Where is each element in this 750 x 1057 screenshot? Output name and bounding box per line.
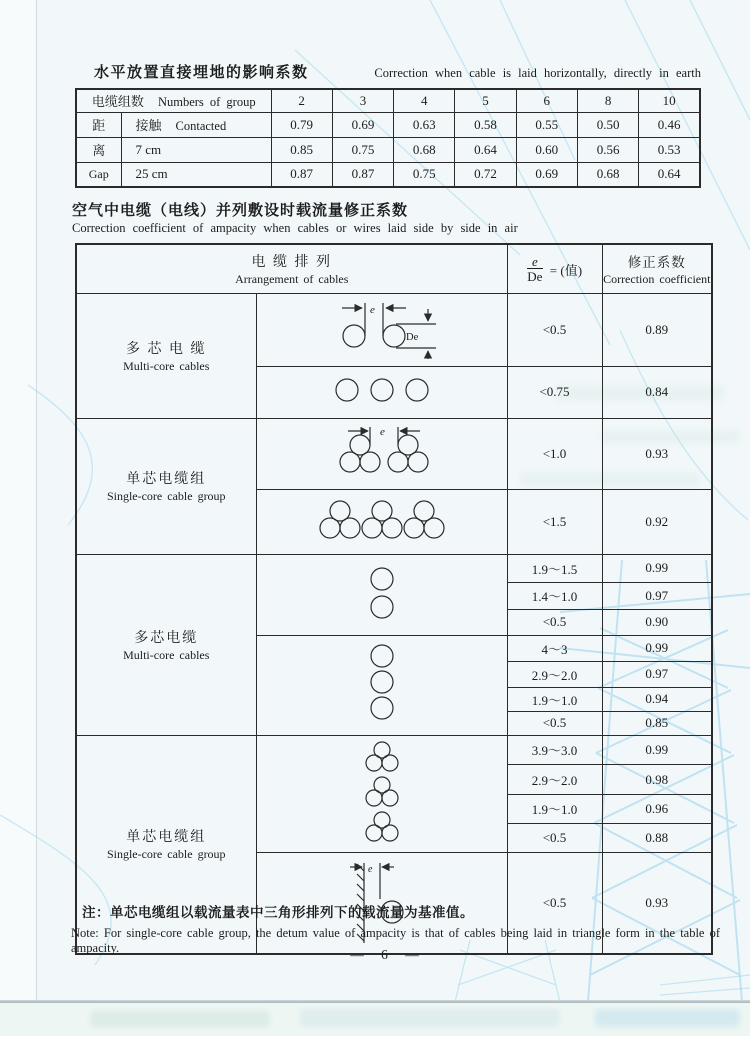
table-row — [76, 112, 700, 137]
t2-header-ratio — [507, 244, 602, 293]
t2-ratio-value: <0.5 — [507, 711, 602, 735]
bleed-through — [90, 1011, 270, 1027]
t2-ratio-value: 2.9～2.0 — [507, 765, 602, 795]
t2-coefficient-value: 0.99 — [602, 635, 712, 661]
diameter-de-label: De — [405, 331, 418, 343]
table1-title — [75, 61, 701, 82]
t2-ratio-value: 2.9～2.0 — [507, 661, 602, 687]
t2-coefficient-value: 0.93 — [602, 852, 712, 954]
t2-coefficient-value: 0.99 — [602, 735, 712, 765]
t1-value: 0.79 — [271, 112, 332, 137]
t2-ratio-value: 4～3 — [507, 635, 602, 661]
t1-col-header: 6 — [516, 89, 577, 112]
footnote-zh: 注：单芯电缆组以载流量表中三角形排列下的载流量为基准值。 — [82, 905, 474, 920]
t2-ratio-value: <0.75 — [507, 366, 602, 418]
spacing-e-label: e — [369, 303, 375, 316]
t2-coefficient-value: 0.89 — [602, 293, 712, 366]
group-label-en: Multi-core cables — [123, 358, 210, 373]
ratio-equals-value: = (值) — [549, 262, 583, 278]
t2-diagram-cell — [256, 366, 507, 418]
t1-header-label — [76, 89, 271, 112]
t2-ratio-value: 1.9～1.5 — [507, 554, 602, 582]
t1-value: 0.64 — [455, 137, 516, 162]
fraction-numerator: e — [527, 255, 543, 270]
t1-row-label-en: Contacted — [175, 119, 227, 133]
t2-ratio-value: <0.5 — [507, 852, 602, 954]
table-row — [76, 244, 712, 293]
t1-col-header: 10 — [639, 89, 700, 112]
t2-header-arrangement-en: Arrangement of cables — [235, 271, 349, 286]
t2-coefficient-value: 0.92 — [602, 489, 712, 554]
t1-value: 0.68 — [577, 162, 638, 187]
t1-header-label-en: Numbers of group — [157, 95, 256, 110]
t1-value: 0.69 — [332, 112, 393, 137]
group-label-en: Multi-core cables — [123, 647, 210, 662]
scanner-background — [0, 1036, 750, 1057]
table2-title-en: Correction coefficient of ampacity when cables or wires laid side by side in air — [72, 221, 518, 235]
bleed-through — [595, 1009, 740, 1027]
spacing-e-label: e — [367, 863, 372, 875]
footnote-en: Note: For single-core cable group, the detum value of ampacity is that of cables being laid in triangle form in the table of ampacity. — [71, 926, 721, 955]
t1-value: 0.46 — [639, 112, 700, 137]
table1-title-zh: 水平放置直接埋地的影响系数 — [94, 65, 309, 81]
diagram-two-cables-vertical-icon — [352, 564, 412, 622]
next-page-sliver — [0, 1003, 750, 1036]
t2-coefficient-value: 0.84 — [602, 366, 712, 418]
t2-coefficient-value: 0.97 — [602, 582, 712, 609]
t2-ratio-value: <0.5 — [507, 609, 602, 635]
t2-header-arrangement-zh: 电 缆 排 列 — [251, 254, 332, 270]
diagram-two-trefoil-groups-icon — [282, 421, 482, 483]
t1-value: 0.56 — [577, 137, 638, 162]
t2-ratio-value: 1.4～1.0 — [507, 582, 602, 609]
t2-ratio-value: <1.0 — [507, 418, 602, 489]
t2-coefficient-value: 0.90 — [602, 609, 712, 635]
t2-diagram-cell — [256, 293, 507, 366]
group-label-zh: 单芯电缆组 — [126, 472, 207, 487]
table-row — [76, 418, 712, 489]
t1-col-header: 4 — [394, 89, 455, 112]
group-label-en: Single-core cable group — [106, 847, 226, 861]
t1-value: 0.87 — [271, 162, 332, 187]
t1-value: 0.68 — [394, 137, 455, 162]
t2-ratio-value: <0.5 — [507, 823, 602, 852]
t2-ratio-value: 1.9～1.0 — [507, 687, 602, 711]
t2-diagram-cell — [256, 735, 507, 852]
t2-coefficient-value: 0.97 — [602, 661, 712, 687]
t2-coefficient-value: 0.98 — [602, 765, 712, 795]
t2-ratio-value: <1.5 — [507, 489, 602, 554]
t2-group-label — [76, 418, 256, 554]
t1-col-header: 2 — [271, 89, 332, 112]
t1-value: 0.87 — [332, 162, 393, 187]
t1-value: 0.85 — [271, 137, 332, 162]
t1-row-label: 7 cm — [121, 137, 271, 162]
t1-value: 0.75 — [332, 137, 393, 162]
t2-ratio-value: <0.5 — [507, 293, 602, 366]
bleed-through — [300, 1009, 560, 1027]
t2-coefficient-value: 0.93 — [602, 418, 712, 489]
group-label-zh: 多芯电缆 — [134, 630, 199, 646]
t1-value: 0.53 — [639, 137, 700, 162]
t1-row-label — [121, 112, 271, 137]
e-over-de-fraction — [527, 255, 543, 284]
t2-diagram-cell — [256, 554, 507, 635]
group-label-en: Single-core cable group — [106, 489, 226, 503]
diagram-three-cables-vertical-icon — [352, 642, 412, 724]
t2-header-coefficient-zh: 修正系数 — [627, 254, 686, 270]
t1-value: 0.58 — [455, 112, 516, 137]
t2-header-coefficient — [602, 244, 712, 293]
t2-coefficient-value: 0.96 — [602, 795, 712, 824]
t1-col-header: 8 — [577, 89, 638, 112]
t2-header-coefficient-en: Correction coefficient — [603, 271, 711, 286]
t2-diagram-cell — [256, 489, 507, 554]
t2-coefficient-value: 0.85 — [602, 711, 712, 735]
t2-diagram-cell — [256, 635, 507, 735]
t1-gap-char: Gap — [76, 162, 121, 187]
table-row — [76, 735, 712, 765]
t1-value: 0.55 — [516, 112, 577, 137]
table-row — [76, 293, 712, 366]
group-label-zh: 单芯电缆组 — [126, 830, 207, 845]
t1-header-label-zh: 电缆组数 — [91, 94, 144, 110]
t2-diagram-cell — [256, 418, 507, 489]
group-label-zh: 多 芯 电 缆 — [126, 341, 207, 357]
t1-col-header: 5 — [455, 89, 516, 112]
t1-col-header: 3 — [332, 89, 393, 112]
t1-gap-char: 距 — [76, 112, 121, 137]
t1-value: 0.69 — [516, 162, 577, 187]
t2-coefficient-value: 0.94 — [602, 687, 712, 711]
t2-group-label — [76, 554, 256, 735]
fraction-denominator: De — [527, 269, 543, 285]
t1-value: 0.60 — [516, 137, 577, 162]
diagram-two-cables-spacing-icon — [292, 296, 472, 360]
spacing-e-label: e — [379, 425, 385, 438]
table-row — [76, 137, 700, 162]
diagram-three-cables-row-icon — [292, 369, 472, 411]
t2-ratio-value: 1.9～1.0 — [507, 795, 602, 824]
table2-title-zh: 空气中电缆（电线）并列敷设时载流量修正系数 — [72, 203, 409, 219]
table-air-correction — [75, 243, 713, 955]
table-earth-correction — [75, 88, 701, 188]
page-number: — 6 — — [350, 947, 426, 962]
diagram-three-trefoils-vertical-icon — [347, 738, 417, 846]
t2-header-arrangement — [76, 244, 507, 293]
t1-value: 0.50 — [577, 112, 638, 137]
t2-ratio-value: 3.9～3.0 — [507, 735, 602, 765]
table-row — [76, 89, 700, 112]
table1-title-en: Correction when cable is laid horizontally, directly in earth — [374, 66, 701, 80]
table-row — [76, 162, 700, 187]
t1-gap-char: 离 — [76, 137, 121, 162]
t1-value: 0.64 — [639, 162, 700, 187]
t2-group-label — [76, 293, 256, 418]
t2-coefficient-value: 0.88 — [602, 823, 712, 852]
t1-value: 0.63 — [394, 112, 455, 137]
table-row — [76, 554, 712, 582]
t1-value: 0.72 — [455, 162, 516, 187]
t2-coefficient-value: 0.99 — [602, 554, 712, 582]
diagram-three-trefoil-groups-icon — [282, 495, 482, 545]
t1-row-label-zh: 接触 — [135, 118, 162, 133]
t1-value: 0.75 — [394, 162, 455, 187]
t1-row-label: 25 cm — [121, 162, 271, 187]
